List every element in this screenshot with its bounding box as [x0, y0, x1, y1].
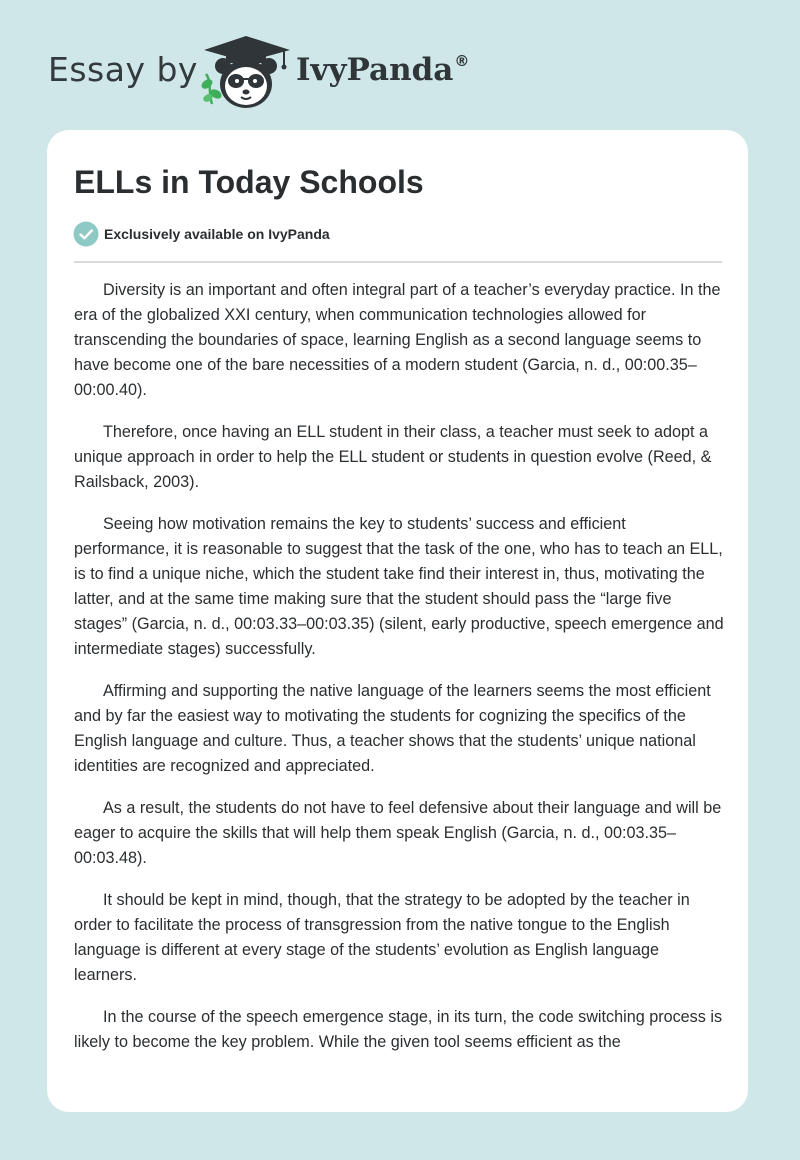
panda-logo-icon[interactable]	[198, 34, 294, 112]
check-circle-icon	[73, 221, 99, 247]
essay-body	[74, 278, 724, 1072]
exclusive-badge	[73, 221, 330, 247]
paragraph: As a result, the students do not have to feel defensive about their language and will be eager to acquire the skills that will help them speak English (Garcia, n. d., 00:03.35–00:03.48).	[74, 799, 722, 867]
brand-text: IvyPanda	[296, 52, 454, 88]
paragraph: Seeing how motivation remains the key to students’ success and efficient performance, it is reasonable to suggest that the task of the one, who has to teach an ELL, is to find a unique niche, which the student take find their interest in, thus, motivating the latter, and at the same time making sure that the student should pass the “large five stages” (Garcia, n. d., 00:03.33–00:03.35) (silent, early productive, speech emergence and intermediate stages) successfully.	[74, 515, 724, 658]
paragraph: In the course of the speech emergence stage, in its turn, the code switching process is likely to become the key problem. While the given tool seems efficient as the	[74, 1008, 723, 1051]
paragraph: Diversity is an important and often integral part of a teacher’s everyday practice. In the era of the globalized XXI century, when communication technologies allowed for transcending the boundaries of space, learning English as a second language seems to have become one of the bare necessities of a modern student (Garcia, n. d., 00:00.35–00:00.40).	[74, 281, 721, 399]
paragraph: It should be kept in mind, though, that the strategy to be adopted by the teacher in order to facilitate the process of transgression from the native tongue to the English language is different at every stage of the students’ evolution as English language learners.	[74, 891, 690, 984]
essay-by-label: Essay by	[48, 50, 198, 89]
divider	[74, 261, 722, 263]
page-title: ELLs in Today Schools	[74, 164, 424, 200]
paragraph: Affirming and supporting the native language of the learners seems the most efficient and by far the easiest way to motivating the students for cognizing the specifics of the English language and culture. Thus, a teacher shows that the students’ unique national identities are recognized and appreciated.	[74, 682, 711, 775]
paragraph: Therefore, once having an ELL student in their class, a teacher must seek to adopt a unique approach in order to help the ELL student or students in question evolve (Reed, & Railsback, 2003).	[74, 423, 712, 491]
exclusive-badge-label: Exclusively available on IvyPanda	[104, 226, 330, 242]
essay-card	[47, 130, 748, 1112]
registered-mark: ®	[454, 52, 470, 70]
site-header	[0, 0, 800, 130]
brand-name[interactable]	[296, 52, 469, 88]
